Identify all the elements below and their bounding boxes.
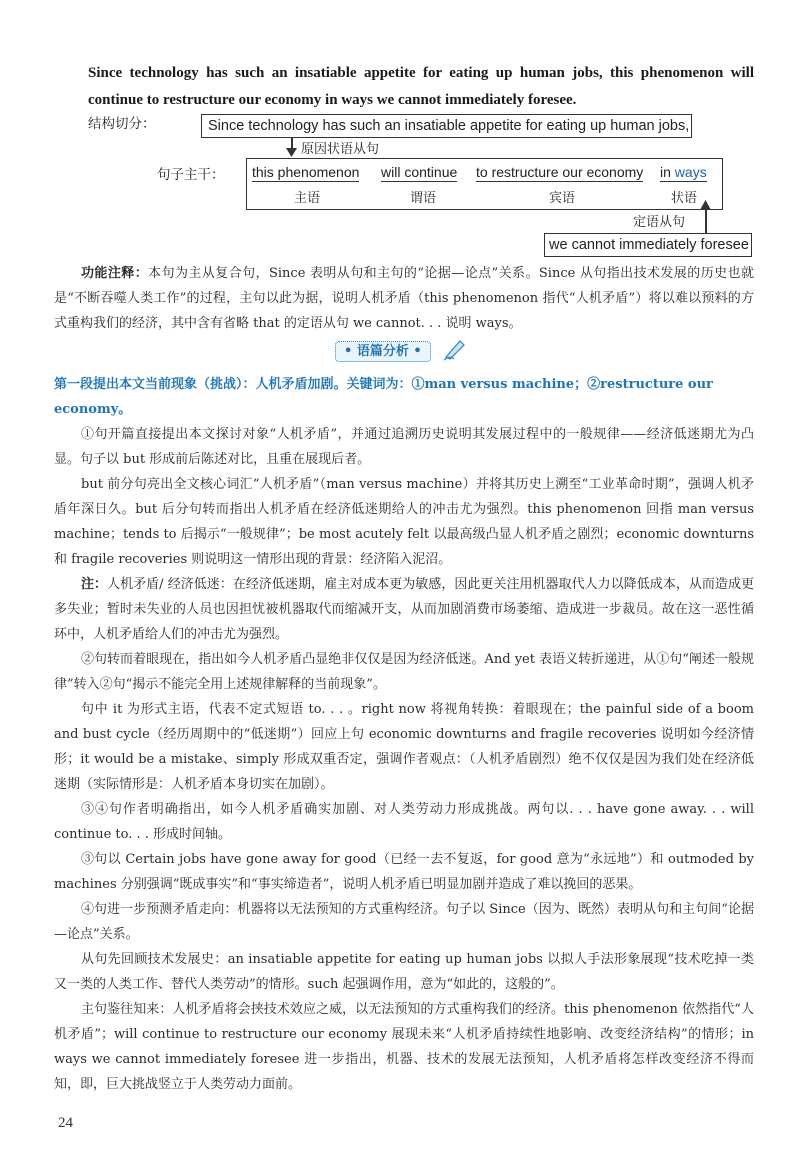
paragraph-heading: 第一段提出本文当前现象（挑战）：人机矛盾加剧。关键词为：①man versus machine；②restructure our economy。 — [54, 377, 713, 417]
analysis-paragraph: 主句鉴往知来：人机矛盾将会挟技术效应之威，以无法预知的方式重构我们的经济。this phenomenon 依然指代“人机矛盾”；will continue to restructure our economy 展现未来“人机矛盾持续性地影响、改变经济结构”的情形；in ways we cannot immediately foresee 进一步指出，机器、技术的发展无法预知，人机矛盾将怎样改变经济不得而知，即，巨大挑战竖立于人类劳动力面前。 — [54, 1002, 754, 1092]
analysis-paragraph: but 前分句亮出全文核心词汇“人机矛盾”（man versus machine）并将其历史上溯至“工业革命时期”，强调人机矛盾年深日久。but 后分句转而指出人机矛盾在经济低迷期给人的冲击尤为强烈。this phenomenon 回指 man versus machine；tends to 后揭示“一般规律”；be most acutely felt 以最高级凸显人机矛盾之剧烈；economic downturns 和 fragile recoveries 则说明这一情形出现的背景：经济陷入泥沼。 — [54, 477, 754, 567]
structure-label: 结构切分： — [88, 116, 156, 132]
analysis-paragraph: ②句转而着眼现在，指出如今人机矛盾凸显绝非仅仅是因为经济低迷。And yet 表语义转折递进，从①句“阐述一般规律”转入②句“揭示不能完全用上述规律解释的当前现象”。 — [54, 652, 754, 692]
arrow-up-line — [705, 209, 707, 234]
analysis-body — [54, 422, 754, 1097]
segment-subject: this phenomenon — [252, 164, 360, 180]
page-number: 24 — [58, 1115, 73, 1131]
note-paragraph: 注：人机矛盾/ 经济低迷：在经济低迷期，雇主对成本更为敏感，因此更关注用机器取代人力以降低成本，从而造成更多失业；暂时未失业的人员也因担忧被机器取代而缩减开支，从而加剧消费市场萎缩、造成进一步裁员。故在这一恶性循环中，人机矛盾给人们的冲击尤为强烈。 — [54, 577, 754, 642]
segment-adverbial: in ways — [660, 164, 707, 180]
function-note: 功能注释：本句为主从复合句，Since 表明从句和主句的“论据—论点”关系。Since 从句指出技术发展的历史也就是“不断吞噬人类工作”的过程，主句以此为据，说明人机矛盾（this phenomenon 指代“人机矛盾”）将以难以预料的方式重构我们的经济，其中含有省略 that 的定语从句 we cannot. . . 说明 ways。 — [54, 266, 754, 331]
segment-predicate: will continue — [381, 164, 458, 180]
section-title: • 语篇分析 • — [335, 340, 431, 359]
arrow-down-icon — [286, 148, 298, 158]
segment-predicate-role: 谓语 — [409, 191, 436, 206]
attr-note: 定语从句 — [633, 215, 686, 230]
clause-note: 原因状语从句 — [301, 142, 380, 157]
analysis-paragraph: 句中 it 为形式主语，代表不定式短语 to. . . 。right now 将视角转换：着眼现在；the painful side of a boom and bust cycle（经历周期中的“低迷期”）回应上句 economic downturns and fragile recoveries 说明如今经济情形；it would be a mistake、simply 形成双重否定，强调作者观点：（人机矛盾剧烈）绝不仅仅是因为我们处在经济低迷期（实际情形是：人机矛盾本身切实在加剧）。 — [54, 702, 754, 792]
main-label: 句子主干： — [157, 167, 225, 183]
attr-box: we cannot immediately foresee — [544, 233, 752, 257]
ways-word: ways — [674, 164, 707, 180]
analysis-paragraph: ④句进一步预测矛盾走向：机器将以无法预知的方式重构经济。句子以 Since（因为、既然）表明从句和主句间“论据—论点”关系。 — [54, 902, 754, 942]
pen-icon — [442, 335, 468, 361]
analysis-paragraph: 从句先回顾技术发展史：an insatiable appetite for eating up human jobs 以拟人手法形象展现“技术吃掉一类又一类的人类工作、替代人类劳动”的情形。such 起强调作用，意为“如此的，这般的”。 — [54, 952, 754, 992]
segment-subject-role: 主语 — [293, 191, 320, 206]
segment-object: to restructure our economy — [476, 164, 644, 180]
analysis-paragraph: ①句开篇直接提出本文探讨对象“人机矛盾”，并通过追溯历史说明其发展过程中的一般规律——经济低迷期尤为凸显。句子以 but 形成前后陈述对比，且重在展现后者。 — [54, 427, 754, 467]
clause-box: Since technology has such an insatiable appetite for eating up human jobs, — [201, 114, 692, 138]
segment-object-role: 宾语 — [548, 191, 575, 206]
analysis-paragraph: ③句以 Certain jobs have gone away for good（已经一去不复返，for good 意为“永远地”）和 outmoded by machines 分别强调“既成事实”和“事实缔造者”，说明人机矛盾已明显加剧并造成了难以挽回的恶果。 — [54, 852, 754, 892]
key-sentence: Since technology has such an insatiable appetite for eating up human jobs, this phenomenon will continue to restructure our economy in ways we cannot immediately foresee. — [88, 65, 754, 108]
analysis-paragraph: ③④句作者明确指出，如今人机矛盾确实加剧、对人类劳动力形成挑战。两句以. . . have gone away. . . will continue to. . . 形成时间轴。 — [54, 802, 754, 842]
segment-adverbial-role: 状语 — [670, 191, 697, 206]
function-note-label: 功能注释： — [81, 266, 149, 281]
